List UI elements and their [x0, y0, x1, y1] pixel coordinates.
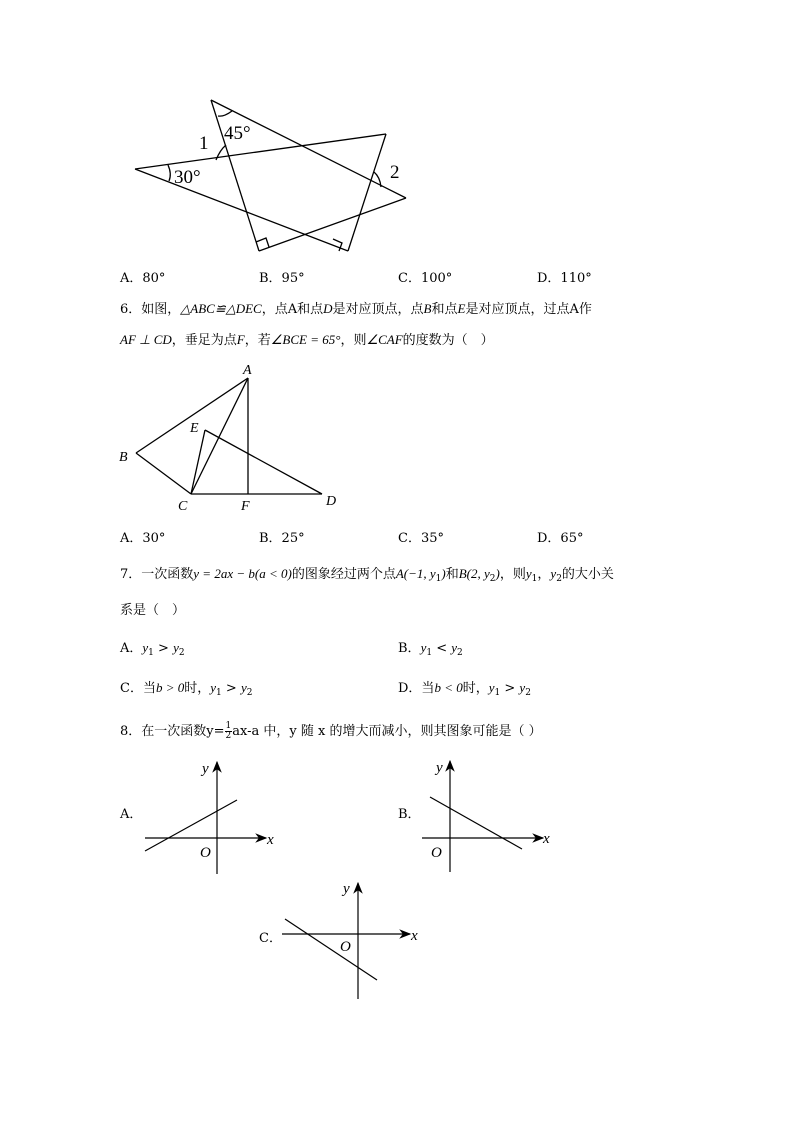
graph-a-y-label: y — [202, 761, 209, 777]
q8-option-b: B． — [398, 807, 421, 822]
q5-option-b: B．95° — [259, 271, 305, 286]
q7-option-b: B．$y_1 < y_2$ — [398, 640, 463, 658]
graph-c-origin-label: O — [340, 939, 351, 955]
point-e-label: E — [190, 421, 199, 436]
q5-option-a: A．80° — [120, 271, 166, 286]
q8-option-c: C． — [259, 931, 282, 946]
q6-option-d: D．65° — [537, 531, 584, 546]
q7-stem-line2: 系是（ ） — [120, 603, 186, 618]
angle-45-label: 45° — [224, 123, 251, 144]
q5-option-c: C．100° — [398, 271, 453, 286]
graph-c-y-label: y — [343, 881, 350, 897]
graph-b-y-label: y — [436, 760, 443, 776]
q6-stem-line1: 6．如图，△ABC≌△DEC，点A和点D是对应顶点，点B和点E是对应顶点，过点A作 — [120, 301, 592, 317]
angle-30-label: 30° — [174, 167, 201, 188]
q7-option-c: C．当b > 0时，$y_1 > y_2$ — [120, 680, 253, 698]
q7-stem-line1: 7．一次函数y = 2ax − b(a < 0)的图象经过两个点A(−1, $y_1$)和B(2, $y_2$)，则$y_1$，$y_2$的大小关 — [120, 566, 614, 584]
fraction: $\frac{1}{2}$ — [225, 721, 232, 741]
graph-a-origin-label: O — [200, 845, 211, 861]
angle-2-label: 2 — [390, 162, 400, 183]
graph-c-x-label: x — [411, 928, 418, 944]
point-d-label: D — [326, 494, 337, 509]
point-b-label: B — [119, 450, 128, 465]
graph-b-origin-label: O — [431, 845, 442, 861]
q6-option-c: C．35° — [398, 531, 444, 546]
q6-option-b: B．25° — [259, 531, 305, 546]
q8-option-a: A． — [120, 807, 143, 822]
graph-a-x-label: x — [267, 832, 274, 848]
q7-option-d: D．当b < 0时，$y_1 > y_2$ — [398, 680, 531, 698]
graph-b-x-label: x — [543, 831, 550, 847]
q6-option-a: A．30° — [120, 531, 166, 546]
q8-stem: 8．在一次函数y= $\frac{1}{2}$ ax-a 中，y 随 x 的增大而减小，则其图象可能是（ ） — [120, 721, 542, 741]
q6-stem-line2: AF ⊥ CD，垂足为点F，若∠BCE = 65°，则∠CAF的度数为（ ） — [120, 332, 494, 348]
point-c-label: C — [178, 499, 188, 514]
q7-option-a: A．$y_1 > y_2$ — [120, 640, 185, 658]
angle-1-label: 1 — [199, 133, 209, 154]
q5-option-d: D．110° — [537, 271, 592, 286]
point-a-label: A — [243, 363, 252, 378]
point-f-label: F — [241, 499, 250, 514]
